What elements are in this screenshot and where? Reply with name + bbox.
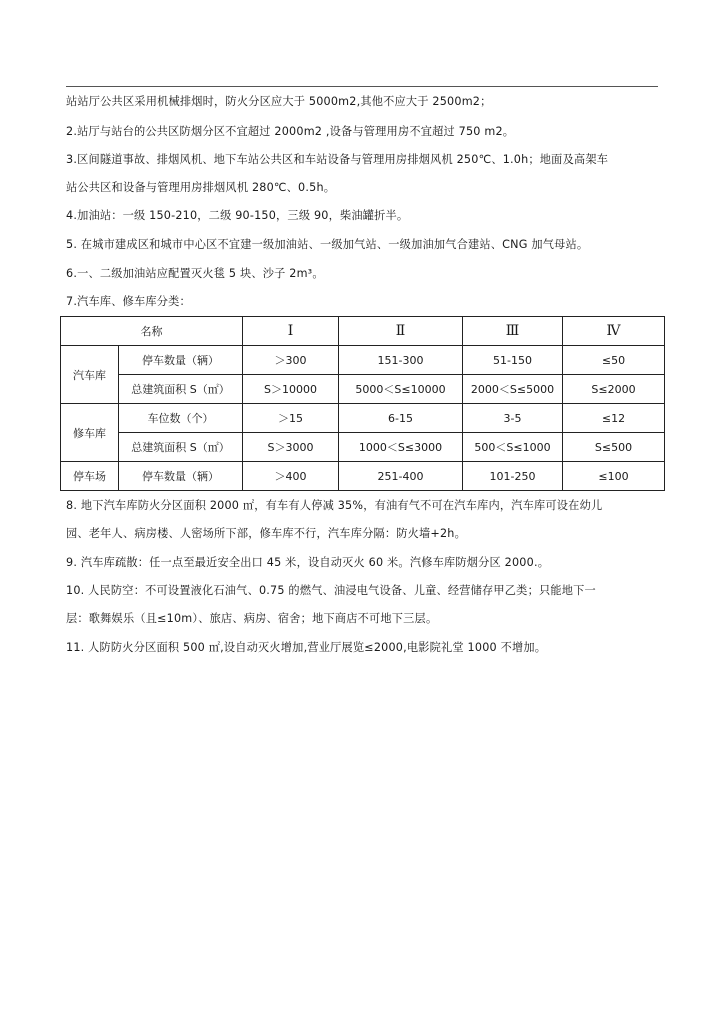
paragraph-line: 4.加油站：一级 150-210，二级 90-150，三级 90，柴油罐折半。 [66,209,409,222]
table-row [61,404,665,433]
paragraph-line: 7.汽车库、修车库分类： [66,295,191,308]
header-class-2: Ⅱ [339,317,463,346]
value-cell: S＞3000 [243,433,339,462]
paragraph-line: 2.站厅与站台的公共区防烟分区不宜超过 2000m2 ,设备与管理用房不宜超过 750 m2。 [66,125,515,138]
value-cell: 2000＜S≤5000 [463,375,563,404]
value-cell: 251-400 [339,462,463,491]
value-cell: 101-250 [463,462,563,491]
paragraph-line: 3.区间隧道事故、排烟风机、地下车站公共区和车站设备与管理用房排烟风机 250℃、1.0h；地面及高架车 [66,153,609,166]
item-cell: 停车数量（辆） [119,346,243,375]
header-class-3: Ⅲ [463,317,563,346]
garage-classification-table [60,316,665,491]
value-cell: S≤500 [563,433,665,462]
value-cell: ＞400 [243,462,339,491]
value-cell: 3-5 [463,404,563,433]
value-cell: 151-300 [339,346,463,375]
value-cell: 6-15 [339,404,463,433]
paragraph-line: 层：歌舞娱乐（且≤10m）、旅店、病房、宿舍；地下商店不可地下三层。 [66,612,438,625]
value-cell: 1000＜S≤3000 [339,433,463,462]
item-cell: 车位数（个） [119,404,243,433]
paragraph-line: 园、老年人、病房楼、人密场所下部，修车库不行，汽车库分隔：防火墙+2h。 [66,527,466,540]
group-label-cell: 修车库 [61,404,119,462]
header-name-cell: 名称 [61,317,243,346]
paragraph-line: 站公共区和设备与管理用房排烟风机 280℃、0.5h。 [66,181,336,194]
value-cell: S＞10000 [243,375,339,404]
paragraph-line: 10. 人民防空：不可设置液化石油气、0.75 的燃气、油浸电气设备、儿童、经营储存甲乙类；只能地下一 [66,584,596,597]
paragraph-line: 11. 人防防火分区面积 500 ㎡,设自动灭火增加,营业厅展览≤2000,电影院礼堂 1000 不增加。 [66,641,547,654]
group-label-cell: 汽车库 [61,346,119,404]
group-label-cell: 停车场 [61,462,119,491]
table-row [61,433,665,462]
table-row [61,375,665,404]
header-class-1: Ⅰ [243,317,339,346]
item-cell: 总建筑面积 S（㎡） [119,433,243,462]
paragraph-line: 8. 地下汽车库防火分区面积 2000 ㎡，有车有人停减 35%，有油有气不可在汽车库内，汽车库可设在幼儿 [66,499,603,512]
header-class-4: Ⅳ [563,317,665,346]
header-rule [66,86,658,87]
table-row [61,346,665,375]
paragraph-line: 5. 在城市建成区和城市中心区不宜建一级加油站、一级加气站、一级加油加气合建站、CNG 加气母站。 [66,238,589,251]
table-header-row [61,317,665,346]
paragraph-line: 6.一、二级加油站应配置灭火毯 5 块、沙子 2m³。 [66,267,324,280]
value-cell: ≤100 [563,462,665,491]
paragraph-line: 站站厅公共区采用机械排烟时，防火分区应大于 5000m2,其他不应大于 2500m2； [66,95,492,108]
item-cell: 总建筑面积 S（㎡） [119,375,243,404]
value-cell: 500＜S≤1000 [463,433,563,462]
value-cell: S≤2000 [563,375,665,404]
value-cell: ≤12 [563,404,665,433]
value-cell: 51-150 [463,346,563,375]
paragraph-line: 9. 汽车库疏散：任一点至最近安全出口 45 米，设自动灭火 60 米。汽修车库防烟分区 2000.。 [66,556,550,569]
item-cell: 停车数量（辆） [119,462,243,491]
table-row [61,462,665,491]
value-cell: ＞15 [243,404,339,433]
value-cell: ≤50 [563,346,665,375]
value-cell: ＞300 [243,346,339,375]
value-cell: 5000＜S≤10000 [339,375,463,404]
